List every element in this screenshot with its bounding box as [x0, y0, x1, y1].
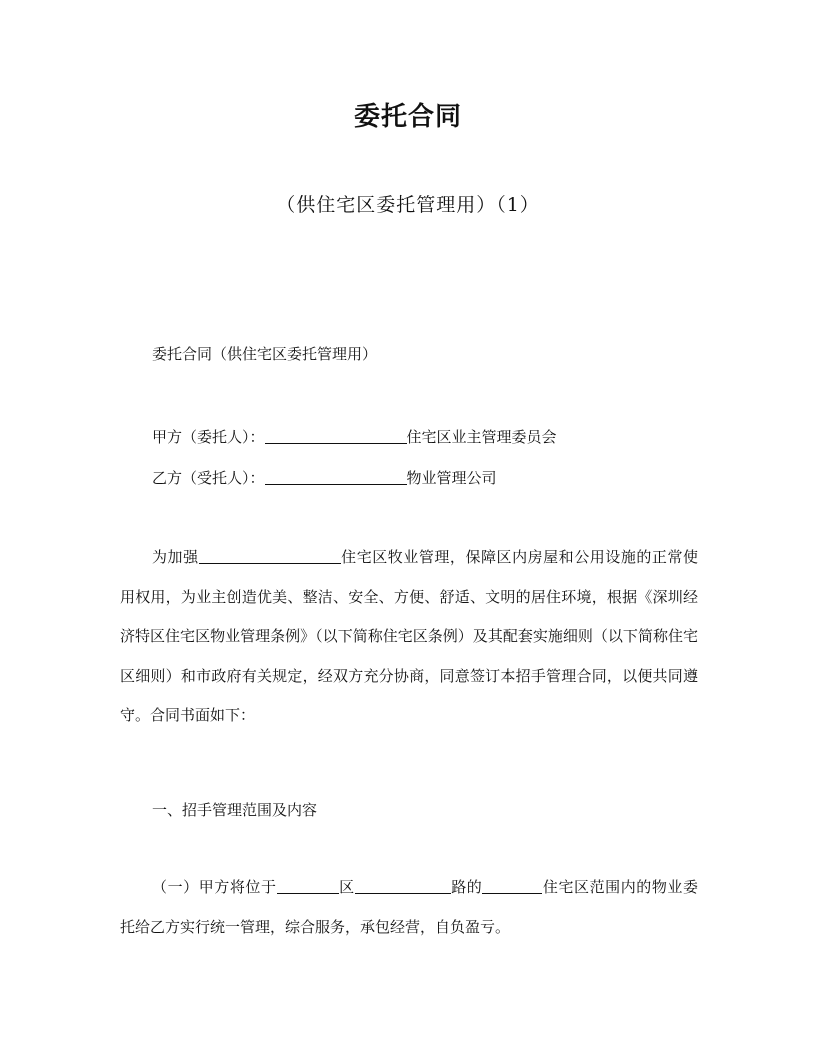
preamble-blank: [199, 547, 341, 564]
clause-1-part-4: 住宅区范围内的物业委托给乙方实行统一管理，综合服务，承包经营，自负盈亏。: [120, 878, 698, 936]
clause-1-paragraph: [120, 868, 698, 947]
contract-heading-line: 委托合同（供住宅区委托管理用）: [152, 345, 378, 363]
party-a-label: 甲方（委托人）：: [152, 428, 265, 446]
party-a-blank: [265, 427, 407, 444]
document-title: 委托合同: [353, 102, 462, 132]
clause-1-part-2: 区: [338, 878, 355, 896]
section-1-heading: 一、招手管理范围及内容: [152, 801, 318, 819]
clause-1-part-1: （一）甲方将位于: [152, 878, 277, 896]
clause-1-estate-blank: [482, 877, 542, 894]
clause-1-part-3: 路的: [450, 878, 483, 896]
preamble-lead: 为加强: [152, 548, 199, 566]
preamble-paragraph: [120, 538, 698, 736]
party-b-suffix: 物业管理公司: [406, 469, 497, 487]
party-a-line: [152, 426, 557, 447]
party-b-label: 乙方（受托人）：: [152, 469, 265, 487]
party-b-line: [152, 467, 497, 488]
party-b-blank: [265, 468, 407, 485]
preamble-body: 住宅区牧业管理，保障区内房屋和公用设施的正常使用权用，为业主创造优美、整洁、安全、方便、舒适、文明的居住环境，根据《深圳经济特区住宅区物业管理条例》（以下简称住宅区条例）及其配套实施细则（以下简称住宅区细则）和市政府有关规定，经双方充分协商，同意签订本招手管理合同，以便共同遵守。合同书面如下：: [120, 548, 698, 724]
document-subtitle: （供住宅区委托管理用）（1）: [276, 194, 540, 216]
clause-1-district-blank: [277, 877, 339, 894]
party-a-suffix: 住宅区业主管理委员会: [406, 428, 557, 446]
clause-1-road-blank: [355, 877, 451, 894]
